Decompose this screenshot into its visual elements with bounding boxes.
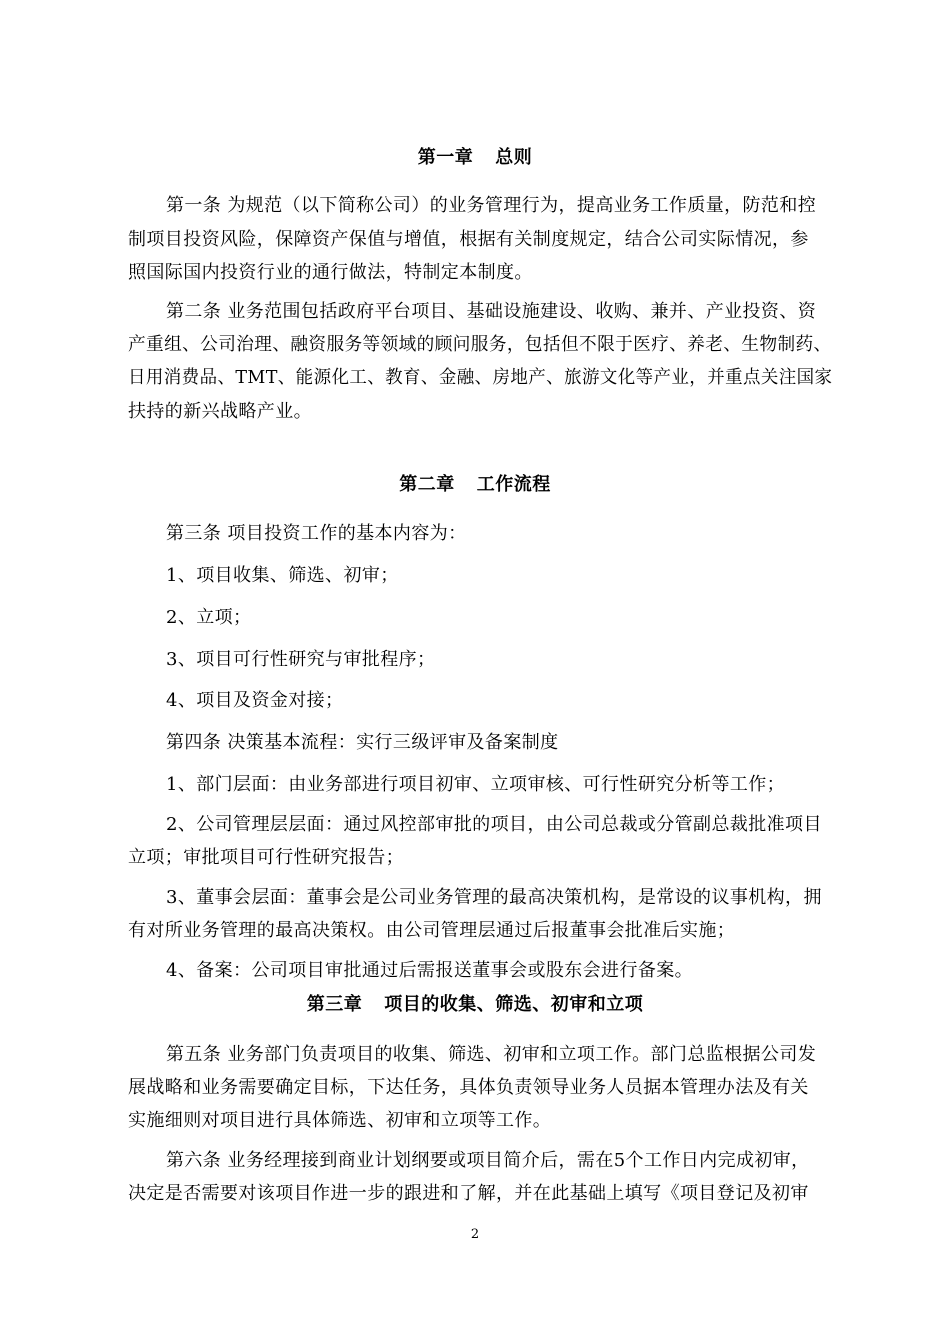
list-item: 2、立项； [166, 607, 252, 628]
paragraph-line: 制项目投资风险，保障资产保值与增值，根据有关制度规定，结合公司实际情况，参 [128, 229, 809, 250]
paragraph-line: 第五条 业务部门负责项目的收集、筛选、初审和立项工作。部门总监根据公司发 [166, 1044, 817, 1065]
list-item: 立项；审批项目可行性研究报告； [128, 847, 404, 868]
chapter-2-heading [0, 473, 950, 497]
list-item: 4、备案：公司项目审批通过后需报送董事会或股东会进行备案。 [166, 960, 694, 981]
paragraph-line: 展战略和业务需要确定目标，下达任务，具体负责领导业务人员据本管理办法及有关 [128, 1077, 809, 1098]
chapter-1-number: 第一章 [417, 147, 474, 168]
list-item: 4、项目及资金对接； [166, 690, 344, 711]
chapter-2-number: 第二章 [399, 474, 455, 495]
list-item: 2、公司管理层层面：通过风控部审批的项目，由公司总裁或分管副总裁批准项目 [166, 814, 822, 835]
chapter-2-title: 工作流程 [476, 474, 551, 495]
chapter-3-title: 项目的收集、筛选、初审和立项 [384, 994, 644, 1015]
paragraph-line: 决定是否需要对该项目作进一步的跟进和了解，并在此基础上填写《项目登记及初审 [128, 1183, 809, 1204]
paragraph-line: 第四条 决策基本流程：实行三级评审及备案制度 [166, 732, 559, 753]
chapter-3-number: 第三章 [306, 994, 363, 1015]
paragraph-line: 第三条 项目投资工作的基本内容为： [166, 523, 467, 544]
chapter-1-heading [0, 146, 950, 170]
list-item: 有对所业务管理的最高决策权。由公司管理层通过后报董事会批准后实施； [128, 920, 736, 941]
paragraph-line: 第一条 为规范（以下简称公司）的业务管理行为，提高业务工作质量，防范和控 [166, 195, 817, 216]
paragraph-line: 实施细则对项目进行具体筛选、初审和立项等工作。 [128, 1110, 552, 1131]
paragraph-line: 第六条 业务经理接到商业计划纲要或项目简介后，需在5个工作日内完成初审， [166, 1150, 810, 1171]
chapter-3-heading [0, 993, 950, 1017]
paragraph-line: 照国际国内投资行业的通行做法，特制定本制度。 [128, 262, 533, 283]
paragraph-line: 第二条 业务范围包括政府平台项目、基础设施建设、收购、兼并、产业投资、资 [166, 301, 817, 322]
list-item: 3、项目可行性研究与审批程序； [166, 649, 436, 670]
chapter-1-title: 总则 [495, 147, 533, 168]
list-item: 1、项目收集、筛选、初审； [166, 565, 399, 586]
paragraph-line: 扶持的新兴战略产业。 [128, 401, 312, 422]
list-item: 3、董事会层面：董事会是公司业务管理的最高决策机构，是常设的议事机构，拥 [166, 887, 822, 908]
list-item: 1、部门层面：由业务部进行项目初审、立项审核、可行性研究分析等工作； [166, 774, 786, 795]
paragraph-line: 日用消费品、TMT、能源化工、教育、金融、房地产、旅游文化等产业，并重点关注国家 [128, 367, 833, 388]
paragraph-line: 产重组、公司治理、融资服务等领域的顾问服务，包括但不限于医疗、养老、生物制药、 [128, 334, 832, 355]
page-number: 2 [470, 1227, 480, 1242]
